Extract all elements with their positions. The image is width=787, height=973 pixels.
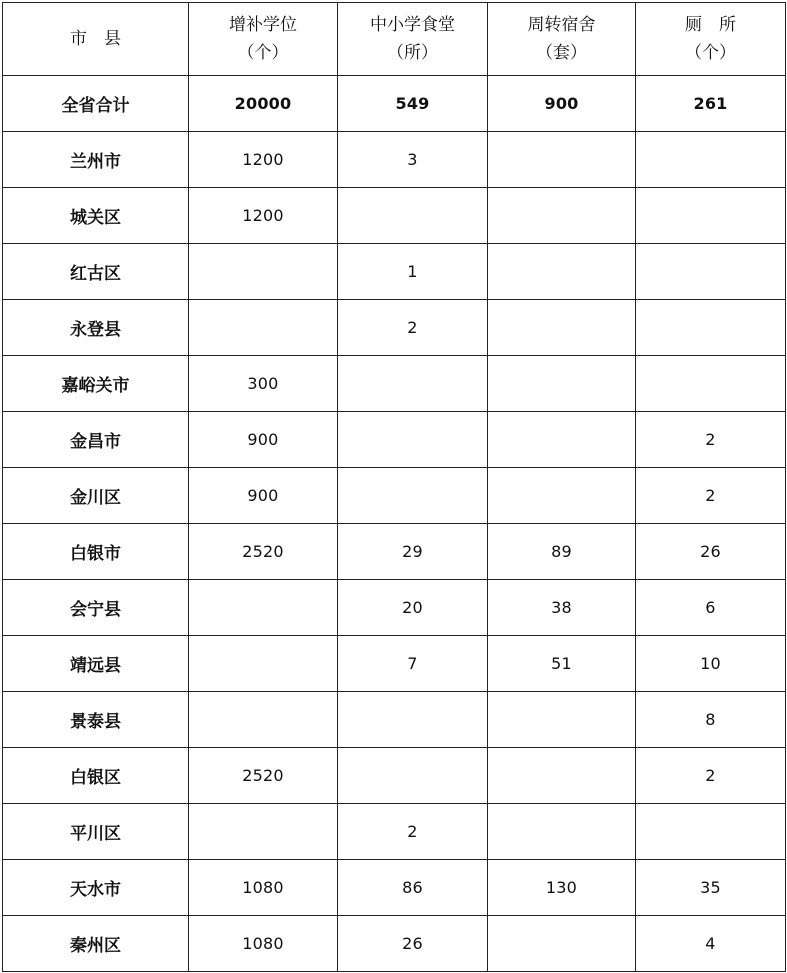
table-row [3, 132, 786, 188]
cell-canteens: 2 [338, 804, 488, 860]
table-row [3, 300, 786, 356]
cell-seats [189, 692, 338, 748]
cell-seats: 1200 [189, 188, 338, 244]
row-region: 永登县 [3, 300, 189, 356]
cell-toilets [636, 300, 786, 356]
row-region: 白银区 [3, 748, 189, 804]
cell-dorms [488, 356, 636, 412]
row-region: 红古区 [3, 244, 189, 300]
header-col-name: 厕 所 [685, 15, 736, 35]
row-region: 天水市 [3, 860, 189, 916]
cell-canteens [338, 356, 488, 412]
table-row [3, 244, 786, 300]
cell-canteens: 549 [338, 76, 488, 132]
cell-dorms: 51 [488, 636, 636, 692]
cell-canteens [338, 412, 488, 468]
cell-canteens: 26 [338, 916, 488, 972]
cell-seats: 2520 [189, 524, 338, 580]
table-body [3, 76, 786, 972]
table-row [3, 188, 786, 244]
cell-dorms: 38 [488, 580, 636, 636]
cell-seats: 2520 [189, 748, 338, 804]
cell-seats: 900 [189, 468, 338, 524]
cell-toilets: 2 [636, 412, 786, 468]
header-col-unit: （所） [387, 43, 438, 63]
header-col-4 [636, 3, 786, 76]
table-row [3, 356, 786, 412]
table-row [3, 636, 786, 692]
cell-seats [189, 300, 338, 356]
row-region: 全省合计 [3, 76, 189, 132]
header-col-name: 周转宿舍 [527, 15, 596, 35]
cell-toilets [636, 188, 786, 244]
cell-dorms [488, 916, 636, 972]
cell-canteens: 3 [338, 132, 488, 188]
header-col-2 [338, 3, 488, 76]
header-col-unit: （个） [237, 43, 289, 63]
cell-canteens: 7 [338, 636, 488, 692]
cell-dorms [488, 412, 636, 468]
row-region: 金川区 [3, 468, 189, 524]
row-region: 嘉峪关市 [3, 356, 189, 412]
cell-canteens: 29 [338, 524, 488, 580]
cell-toilets: 6 [636, 580, 786, 636]
row-region: 景泰县 [3, 692, 189, 748]
cell-canteens [338, 468, 488, 524]
cell-dorms [488, 132, 636, 188]
cell-toilets: 26 [636, 524, 786, 580]
cell-toilets [636, 804, 786, 860]
cell-canteens [338, 188, 488, 244]
cell-seats: 1080 [189, 916, 338, 972]
cell-seats [189, 580, 338, 636]
cell-dorms: 89 [488, 524, 636, 580]
cell-seats: 1200 [189, 132, 338, 188]
table-row [3, 804, 786, 860]
row-region: 会宁县 [3, 580, 189, 636]
header-region-label: 市 县 [70, 29, 121, 49]
cell-dorms: 130 [488, 860, 636, 916]
cell-canteens: 20 [338, 580, 488, 636]
table-row [3, 524, 786, 580]
cell-seats: 20000 [189, 76, 338, 132]
cell-toilets: 261 [636, 76, 786, 132]
cell-toilets: 10 [636, 636, 786, 692]
allocation-table [2, 2, 786, 972]
cell-dorms [488, 692, 636, 748]
row-region: 靖远县 [3, 636, 189, 692]
cell-canteens: 2 [338, 300, 488, 356]
header-col-3 [488, 3, 636, 76]
row-region: 城关区 [3, 188, 189, 244]
cell-seats: 300 [189, 356, 338, 412]
cell-seats [189, 804, 338, 860]
cell-canteens [338, 692, 488, 748]
row-region: 兰州市 [3, 132, 189, 188]
cell-canteens: 86 [338, 860, 488, 916]
cell-dorms [488, 244, 636, 300]
header-col-name: 中小学食堂 [370, 15, 455, 35]
cell-toilets: 2 [636, 748, 786, 804]
cell-dorms [488, 748, 636, 804]
table-row [3, 860, 786, 916]
cell-toilets [636, 356, 786, 412]
cell-dorms [488, 804, 636, 860]
cell-toilets [636, 132, 786, 188]
cell-dorms [488, 300, 636, 356]
header-row [3, 3, 786, 76]
cell-dorms [488, 468, 636, 524]
table-row [3, 580, 786, 636]
cell-canteens: 1 [338, 244, 488, 300]
cell-toilets [636, 244, 786, 300]
header-region [3, 3, 189, 76]
cell-toilets: 4 [636, 916, 786, 972]
cell-dorms [488, 188, 636, 244]
cell-seats [189, 244, 338, 300]
table-row [3, 76, 786, 132]
cell-toilets: 35 [636, 860, 786, 916]
cell-canteens [338, 748, 488, 804]
cell-dorms: 900 [488, 76, 636, 132]
cell-toilets: 2 [636, 468, 786, 524]
cell-seats [189, 636, 338, 692]
row-region: 秦州区 [3, 916, 189, 972]
row-region: 平川区 [3, 804, 189, 860]
header-col-unit: （个） [685, 43, 736, 63]
cell-seats: 1080 [189, 860, 338, 916]
header-col-1 [189, 3, 338, 76]
table-header [3, 3, 786, 76]
table-row [3, 468, 786, 524]
table-row [3, 692, 786, 748]
table-row [3, 412, 786, 468]
row-region: 金昌市 [3, 412, 189, 468]
header-col-name: 增补学位 [229, 15, 297, 35]
header-col-unit: （套） [536, 43, 587, 63]
table-row [3, 748, 786, 804]
table-row [3, 916, 786, 972]
cell-toilets: 8 [636, 692, 786, 748]
cell-seats: 900 [189, 412, 338, 468]
row-region: 白银市 [3, 524, 189, 580]
